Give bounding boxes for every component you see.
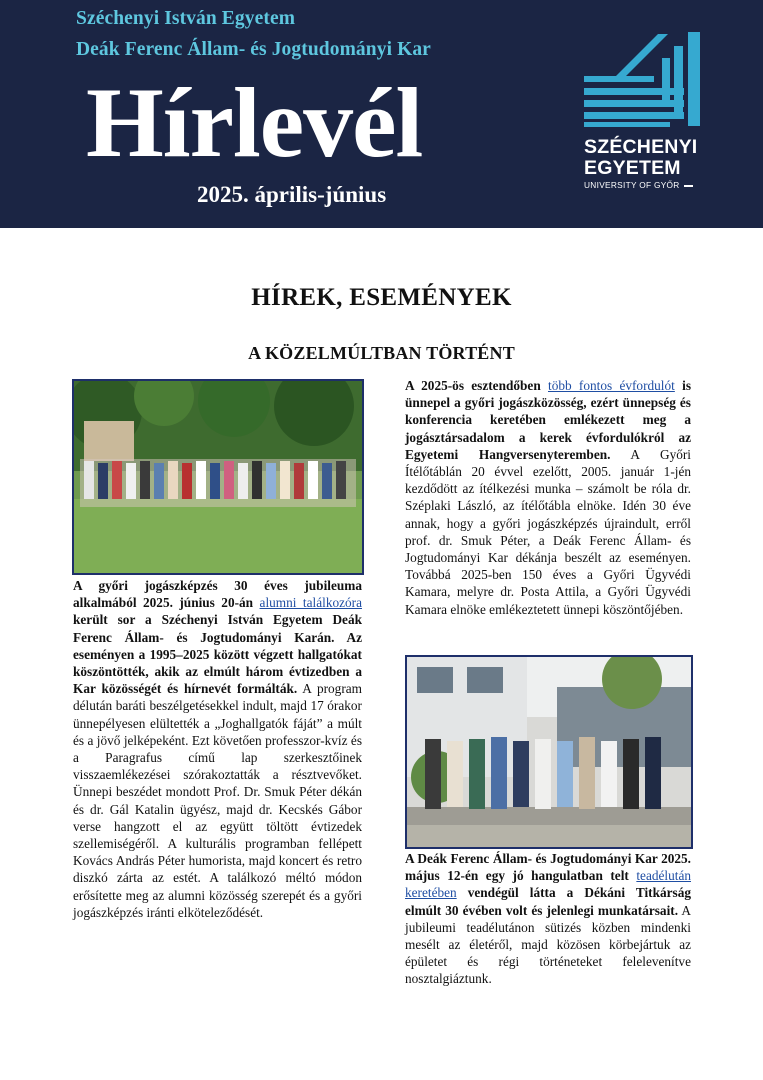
logo-name-line2: EGYETEM — [584, 157, 681, 179]
article-tea-body: A jubileumi teadélutánon sütizés közben mindenki mesélt az életéről, majd közösen körbejártuk az épületet és régi történeteket felelevenítve nosztalgiáztunk. — [405, 902, 691, 987]
article-anniversaries-body: A Győri Ítélőtáblán 20 évvel ezelőtt, 2005. január 1-jén kezdődött az ítélkezési munka – számolt be róla dr. Széplaki László, az ítélőtábla elnöke. Idén 30 éve annak, hogy a győri jogászképzés újraindult, erről prof. dr. Smuk Péter, a Deák Ferenc Állam- és Jogtudományi Kar dékánja beszélt az eseményen. Továbbá 2025-ben 150 éves a Győri Ügyvédi Kamara, melyre dr. Posta Attila, a Győri Ügyvédi Kamara elnöke emlékeztetett ünnepi köszöntőjében. — [405, 446, 691, 617]
issue-period: 2025. április-június — [197, 182, 387, 207]
article-alumni-lead-1: A győri jogászképzés 30 éves jubileuma alkalmából 2025. június 20-án — [73, 578, 362, 611]
logo-name-line1: SZÉCHENYI — [584, 136, 698, 158]
header-banner — [0, 0, 763, 228]
university-logo — [584, 28, 704, 198]
article-anniversaries — [405, 377, 691, 618]
logo-dash — [684, 185, 693, 187]
section-title: HÍREK, ESEMÉNYEK — [251, 284, 512, 311]
logo-tagline: UNIVERSITY OF GYŐR — [584, 180, 693, 190]
institution-name: Széchenyi István Egyetem — [76, 8, 296, 29]
article-tea-lead-2: vendégül látta a Dékáni Titkárság elmúlt 30 évében volt és jelenlegi munkatársait. — [405, 885, 691, 918]
article-tea — [405, 850, 691, 988]
anniversaries-link[interactable]: több fontos évfordulót — [548, 378, 675, 393]
article-anniversaries-lead-2: is ünnepel a győri jogászközösség, ezért ünnepség és konferencia keretében emlékezett meg a jogásztársadalom a kerek évfordulókról az Egyetemi Hangversenyteremben. — [405, 378, 691, 462]
section-subtitle: A KÖZELMÚLTBAN TÖRTÉNT — [248, 343, 515, 363]
staff-photo — [405, 655, 693, 849]
alumni-photo — [72, 379, 364, 575]
faculty-name: Deák Ferenc Állam- és Jogtudományi Kar — [76, 39, 431, 60]
article-alumni-lead-2: került sor a Széchenyi István Egyetem Deák Ferenc Állam- és Jogtudományi Karán. Az eseményen a 1995–2025 között végzett hallgatókat köszöntötték, akik az elmúlt három évtizedben a Kar közösségét és hírnevét formálták. — [73, 612, 362, 697]
newsletter-title: Hírlevél — [86, 67, 423, 178]
logo-stripes-icon — [584, 28, 702, 128]
article-alumni — [73, 577, 362, 921]
article-anniversaries-lead-1: A 2025-ös esztendőben — [405, 378, 548, 393]
article-alumni-body: A program délután baráti beszélgetésekkel indult, majd 17 órakor ünnepélyesen elültették a „Joghallgatók fáját” a múlt és a jövő jelképeként. Ezt követően professzor-kvíz és a Paragrafus című lap szerkesztőinek visszaemlékezései szórakoztatták a résztvevőket. Ünnepi beszédet mondott Prof. Dr. Smuk Péter dékán és dr. Gál Katalin ügyész, majd dr. Kecskés Gábor verse hangzott el az együtt töltött évtizedek szellemiségéről. A kulturális programban fellépett Kovács András Péter humorista, majd koncert és retro diszkó zárta az estét. A találkozó méltó módon erősítette meg az alumni közösség szerepét és a győri jogászképzés iránti elköteleződését. — [73, 681, 362, 920]
article-tea-lead-1: A Deák Ferenc Állam- és Jogtudományi Kar 2025. május 12-én egy jó hangulatban telt — [405, 851, 691, 884]
tea-afternoon-link[interactable]: teadélután keretében — [405, 868, 691, 901]
alumni-meeting-link[interactable]: alumni találkozóra — [259, 595, 362, 611]
